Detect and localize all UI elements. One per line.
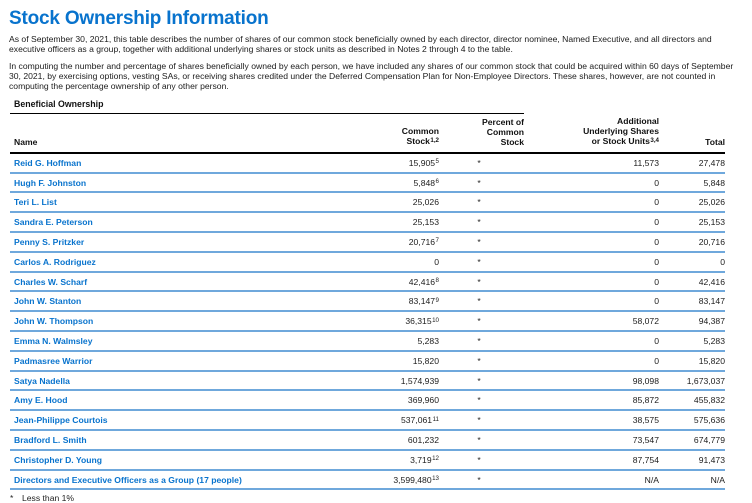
percent-value: * — [477, 434, 481, 445]
common-stock-value: 537,061$^{11}$ — [400, 415, 439, 426]
name-link[interactable]: Padmasree Warrior — [14, 355, 93, 366]
common-stock-value: 42,416$^8$ — [408, 276, 439, 287]
table-row — [10, 233, 725, 253]
total-value: 5,283 — [703, 335, 725, 346]
name-link[interactable]: Amy E. Hood — [14, 395, 68, 406]
additional-value: 87,754 — [632, 454, 659, 465]
common-stock-value: 601,232 — [407, 434, 439, 445]
common-stock-value: 25,153 — [412, 217, 439, 228]
common-stock-value: 83,147$^9$ — [408, 296, 439, 307]
name-link[interactable]: Jean-Philippe Courtois — [14, 415, 108, 426]
additional-value: 0 — [654, 296, 659, 307]
name-link[interactable]: Directors and Executive Officers as a Group (17 people) — [14, 474, 242, 485]
table-row — [10, 154, 725, 174]
intro-paragraph-2: In computing the number and percentage of shares beneficially owned by each person, we have included any shares of our common stock that could be acquired within 60 days of September 30, 2021, by exercising options, vesting SAs, or receiving shares credited under the Deferred Compensation Plan for Non-Employee Directors. These shares, however, are not counted in computing the percentage ownership of any other person. — [9, 60, 734, 92]
total-value: 15,820 — [698, 355, 725, 366]
name-link[interactable]: John W. Thompson — [14, 316, 94, 327]
additional-value: 0 — [654, 276, 659, 287]
table-row — [10, 193, 725, 213]
total-value: 5,848 — [703, 177, 725, 188]
common-stock-value: 3,719$^{12}$ — [410, 454, 439, 465]
additional-value: 98,098 — [632, 375, 659, 386]
col-header-common-stock: Common Stock$^{1,2}$ — [401, 126, 439, 147]
table-header — [10, 114, 725, 153]
additional-value: 73,547 — [632, 434, 659, 445]
total-value: 42,416 — [698, 276, 725, 287]
table-row — [10, 411, 725, 431]
common-stock-value: 0 — [434, 256, 439, 267]
common-stock-value: 36,315$^{10}$ — [405, 316, 439, 327]
total-value: 575,636 — [693, 415, 725, 426]
table-row — [10, 292, 725, 312]
common-stock-value: 1,574,939 — [400, 375, 439, 386]
col-header-percent-of-common-stock: Percent of Common Stock — [481, 117, 524, 148]
page-title: Stock Ownership Information — [9, 8, 269, 29]
percent-value: * — [477, 177, 481, 188]
additional-value: 0 — [654, 236, 659, 247]
table-row — [10, 253, 725, 273]
additional-value: 0 — [654, 335, 659, 346]
percent-value: * — [477, 415, 481, 426]
table-row — [10, 451, 725, 471]
percent-value: * — [477, 355, 481, 366]
common-stock-value: 20,716$^7$ — [408, 236, 439, 247]
total-value: 25,153 — [698, 217, 725, 228]
table-row — [10, 431, 725, 451]
percent-value: * — [477, 335, 481, 346]
name-link[interactable]: Hugh F. Johnston — [14, 177, 87, 188]
total-value: N/A — [710, 474, 725, 485]
table-row — [10, 352, 725, 372]
name-link[interactable]: Teri L. List — [14, 197, 57, 208]
name-link[interactable]: John W. Stanton — [14, 296, 82, 307]
table-row — [10, 273, 725, 293]
name-link[interactable]: Bradford L. Smith — [14, 434, 87, 445]
percent-value: * — [477, 316, 481, 327]
additional-value: 0 — [654, 177, 659, 188]
footnote-text: Less than 1% — [22, 493, 75, 503]
common-stock-value: 5,848$^6$ — [413, 177, 439, 188]
common-stock-value: 369,960 — [407, 395, 439, 406]
table-row — [10, 174, 725, 194]
percent-value: * — [477, 197, 481, 208]
name-link[interactable]: Reid G. Hoffman — [14, 157, 82, 168]
percent-value: * — [477, 157, 481, 168]
total-value: 1,673,037 — [686, 375, 725, 386]
total-value: 94,387 — [698, 316, 725, 327]
common-stock-value: 15,820 — [412, 355, 439, 366]
additional-value: 0 — [654, 197, 659, 208]
total-value: 0 — [720, 256, 725, 267]
percent-value: * — [477, 217, 481, 228]
additional-value: 85,872 — [632, 395, 659, 406]
name-link[interactable]: Emma N. Walmsley — [14, 335, 93, 346]
table-row — [10, 391, 725, 411]
total-value: 20,716 — [698, 236, 725, 247]
percent-value: * — [477, 375, 481, 386]
col-header-additional-underlying: Additional Underlying Shares or Stock Units$^{3,4}$ — [583, 116, 659, 147]
name-link[interactable]: Charles W. Scharf — [14, 276, 88, 287]
percent-value: * — [477, 454, 481, 465]
name-link[interactable]: Christopher D. Young — [14, 454, 103, 465]
percent-value: * — [477, 395, 481, 406]
percent-value: * — [477, 256, 481, 267]
table-row — [10, 213, 725, 233]
percent-value: * — [477, 474, 481, 485]
col-header-name: Name — [14, 137, 38, 148]
percent-value: * — [477, 296, 481, 307]
table-row — [10, 471, 725, 491]
additional-value: 0 — [654, 355, 659, 366]
common-stock-value: 3,599,480$^{13}$ — [393, 474, 439, 485]
intro-paragraph-1: As of September 30, 2021, this table describes the number of shares of our common stock beneficially owned by each director, director nominee, Named Executive, and all directors and executive officers as a group, together with additional underlying shares or stock units as described in Notes 2 through 4 to the table. — [9, 34, 712, 55]
name-link[interactable]: Sandra E. Peterson — [14, 217, 93, 228]
common-stock-value: 15,905$^5$ — [408, 157, 439, 168]
name-link[interactable]: Penny S. Pritzker — [14, 236, 85, 247]
percent-value: * — [477, 276, 481, 287]
name-link[interactable]: Carlos A. Rodriguez — [14, 256, 96, 267]
section-label: Beneficial Ownership — [14, 99, 104, 110]
percent-value: * — [477, 236, 481, 247]
additional-value: N/A — [644, 474, 659, 485]
additional-value: 11,573 — [633, 157, 659, 168]
additional-value: 0 — [654, 256, 659, 267]
additional-value: 38,575 — [632, 415, 659, 426]
table-row — [10, 372, 725, 392]
footnote — [10, 493, 740, 503]
beneficial-ownership-table — [10, 113, 725, 490]
common-stock-value: 25,026 — [412, 197, 439, 208]
footnote-asterisk: * — [10, 493, 14, 503]
additional-value: 58,072 — [632, 316, 659, 327]
table-row — [10, 312, 725, 332]
common-stock-value: 5,283 — [417, 335, 439, 346]
total-value: 674,779 — [693, 434, 725, 445]
total-value: 25,026 — [698, 197, 725, 208]
name-link[interactable]: Satya Nadella — [14, 375, 70, 386]
total-value: 455,832 — [693, 395, 725, 406]
col-header-total: Total — [705, 137, 725, 148]
total-value: 91,473 — [698, 454, 725, 465]
total-value: 83,147 — [698, 296, 725, 307]
table-row — [10, 332, 725, 352]
table-body — [10, 154, 725, 491]
total-value: 27,478 — [698, 157, 725, 168]
additional-value: 0 — [654, 217, 659, 228]
